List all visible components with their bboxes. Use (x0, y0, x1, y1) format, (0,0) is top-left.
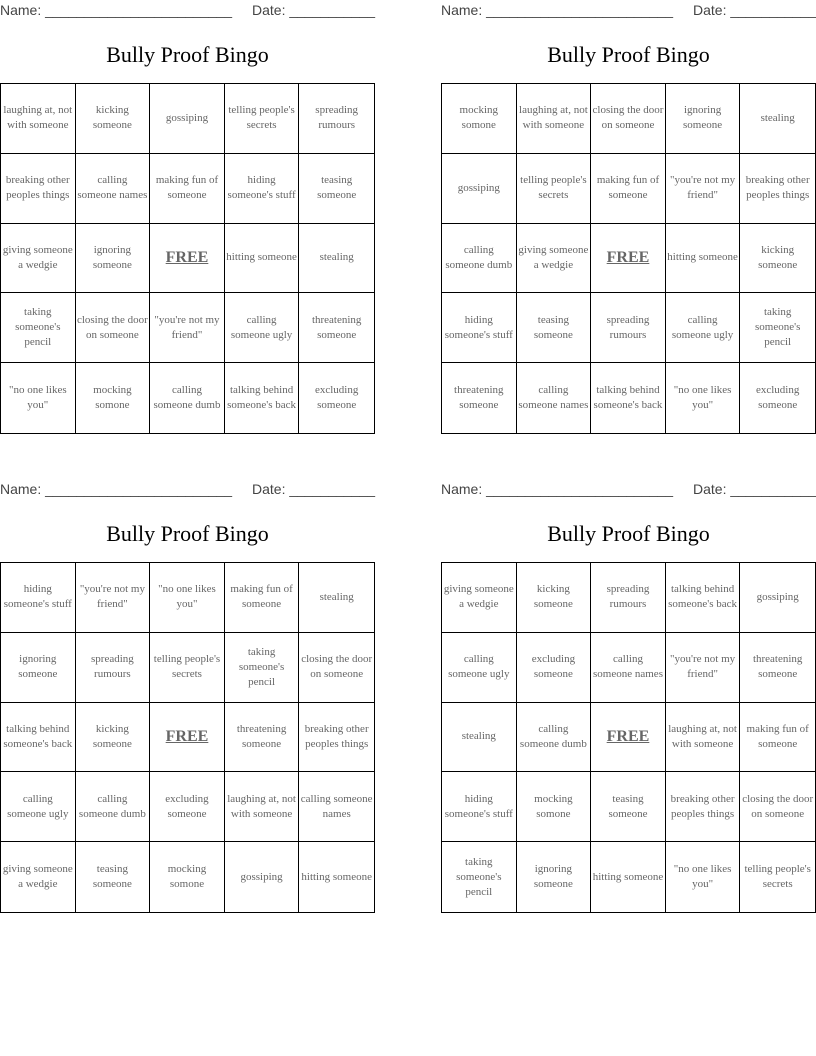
bingo-cell: hitting someone (301, 870, 372, 883)
bingo-cell: stealing (299, 224, 374, 294)
bingo-cell: mocking somone (517, 772, 592, 842)
bingo-cell: kicking someone (740, 224, 815, 294)
bingo-cell: giving someone a wedgie (442, 563, 517, 633)
date-field-label: Date: ___________ (252, 2, 375, 18)
bingo-card-2 (441, 0, 816, 440)
bingo-cell: making fun of someone (150, 154, 225, 224)
bingo-cell: ignoring someone (517, 842, 592, 912)
bingo-cell: teasing someone (591, 772, 666, 842)
bingo-cell: excluding someone (755, 384, 800, 412)
bingo-cell: excluding someone (150, 772, 225, 842)
bingo-cell: giving someone a wedgie (1, 842, 76, 912)
bingo-cell: teasing someone (517, 293, 592, 363)
bingo-cell: mocking somone (150, 842, 225, 912)
bingo-cell: threatening someone (740, 633, 815, 703)
bingo-cell: excluding someone (517, 633, 592, 703)
card-title: Bully Proof Bingo (106, 42, 269, 67)
bingo-cell: breaking other peoples things (1, 154, 76, 224)
bingo-cell: stealing (740, 84, 815, 154)
bingo-cell: taking someone's pencil (1, 293, 76, 363)
bingo-cell: talking behind someone's back (1, 703, 76, 773)
bingo-cell: stealing (442, 703, 517, 773)
card-header (0, 2, 375, 20)
name-field-label: Name: ________________________ (0, 2, 232, 18)
bingo-cell: breaking other peoples things (299, 703, 374, 773)
bingo-cell: hiding someone's stuff (442, 772, 517, 842)
bingo-cell: "no one likes you" (666, 363, 741, 433)
bingo-cell: stealing (299, 563, 374, 633)
bingo-cell: laughing at, not with someone (517, 84, 592, 154)
bingo-cell: telling people's secrets (517, 154, 592, 224)
card-title: Bully Proof Bingo (547, 521, 710, 546)
bingo-cell: spreading rumours (299, 84, 374, 154)
bingo-grid (441, 562, 816, 913)
card-header (441, 481, 816, 499)
bingo-cell: making fun of someone (225, 563, 300, 633)
date-field-label: Date: ___________ (252, 481, 375, 497)
card-header (0, 481, 375, 499)
bingo-cell: making fun of someone (591, 154, 666, 224)
bingo-cell: talking behind someone's back (666, 563, 741, 633)
bingo-cell: hitting someone (225, 224, 300, 294)
bingo-cell: giving someone a wedgie (1, 224, 76, 294)
bingo-cell: calling someone ugly (225, 293, 300, 363)
free-space: FREE (591, 224, 666, 294)
bingo-grid (441, 83, 816, 434)
bingo-cell: hitting someone (591, 842, 666, 912)
bingo-cell: calling someone names (517, 363, 592, 433)
bingo-cell: kicking someone (517, 563, 592, 633)
name-field-label: Name: ________________________ (441, 481, 673, 497)
free-space: FREE (591, 703, 666, 773)
bingo-cell: calling someone ugly (666, 293, 741, 363)
bingo-cell: calling someone dumb (76, 772, 151, 842)
bingo-cell: "you're not my friend" (666, 154, 741, 224)
bingo-cell: hiding someone's stuff (442, 293, 517, 363)
bingo-card-3 (0, 479, 375, 919)
bingo-cell: taking someone's pencil (225, 633, 300, 703)
bingo-cell: making fun of someone (740, 703, 815, 773)
bingo-cell: "you're not my friend" (76, 563, 151, 633)
bingo-cell: excluding someone (314, 384, 359, 412)
card-title: Bully Proof Bingo (106, 521, 269, 546)
bingo-cell: calling someone dumb (150, 363, 225, 433)
bingo-cell: talking behind someone's back (591, 363, 666, 433)
card-title: Bully Proof Bingo (547, 42, 710, 67)
bingo-cell: calling someone names (591, 633, 666, 703)
bingo-cell: threatening someone (299, 293, 374, 363)
bingo-cell: calling someone dumb (442, 224, 517, 294)
bingo-cell: calling someone ugly (1, 772, 76, 842)
bingo-cell: giving someone a wedgie (517, 224, 592, 294)
bingo-cell: calling someone dumb (517, 703, 592, 773)
bingo-cell: telling people's secrets (150, 633, 225, 703)
bingo-cell: mocking somone (442, 84, 517, 154)
bingo-cell: laughing at, not with someone (1, 84, 76, 154)
bingo-cell: breaking other peoples things (740, 154, 815, 224)
bingo-cell: "no one likes you" (1, 363, 76, 433)
bingo-cell: ignoring someone (1, 633, 76, 703)
bingo-cell: spreading rumours (591, 293, 666, 363)
bingo-cell: calling someone names (76, 154, 151, 224)
bingo-grid (0, 83, 375, 434)
bingo-cell: breaking other peoples things (666, 772, 741, 842)
bingo-cell: taking someone's pencil (442, 842, 517, 912)
bingo-cell: "no one likes you" (150, 563, 225, 633)
bingo-cell: spreading rumours (76, 633, 151, 703)
bingo-cell: mocking somone (76, 363, 151, 433)
bingo-cell: spreading rumours (591, 563, 666, 633)
bingo-cell: hiding someone's stuff (1, 563, 76, 633)
free-space: FREE (150, 703, 225, 773)
bingo-cell: gossiping (740, 563, 815, 633)
bingo-cell: teasing someone (76, 842, 151, 912)
bingo-card-1 (0, 0, 375, 440)
bingo-cell: hiding someone's stuff (225, 154, 300, 224)
bingo-cell: closing the door on someone (740, 772, 815, 842)
bingo-cell: telling people's secrets (225, 84, 300, 154)
bingo-cell: kicking someone (76, 703, 151, 773)
bingo-cell: ignoring someone (76, 224, 151, 294)
bingo-cell: teasing someone (299, 154, 374, 224)
bingo-cell: "you're not my friend" (666, 633, 741, 703)
bingo-cell: threatening someone (442, 363, 517, 433)
bingo-cell: closing the door on someone (76, 293, 151, 363)
bingo-cell: calling someone ugly (442, 633, 517, 703)
bingo-cell: telling people's secrets (744, 863, 811, 891)
bingo-cell: closing the door on someone (299, 633, 374, 703)
bingo-cell: laughing at, not with someone (666, 703, 741, 773)
bingo-cell: talking behind someone's back (225, 363, 300, 433)
bingo-grid (0, 562, 375, 913)
bingo-cell: "no one likes you" (666, 842, 741, 912)
bingo-cell: "you're not my friend" (150, 293, 225, 363)
free-space: FREE (150, 224, 225, 294)
bingo-cell: kicking someone (76, 84, 151, 154)
bingo-cell: calling someone names (299, 772, 374, 842)
card-header (441, 2, 816, 20)
bingo-cell: closing the door on someone (591, 84, 666, 154)
bingo-cell: gossiping (442, 154, 517, 224)
date-field-label: Date: ___________ (693, 481, 816, 497)
bingo-cell: threatening someone (225, 703, 300, 773)
bingo-cell: gossiping (150, 84, 225, 154)
name-field-label: Name: ________________________ (0, 481, 232, 497)
bingo-cell: gossiping (225, 842, 300, 912)
bingo-cell: ignoring someone (666, 84, 741, 154)
bingo-card-4 (441, 479, 816, 919)
bingo-cell: hitting someone (666, 224, 741, 294)
bingo-cell: taking someone's pencil (740, 293, 815, 363)
bingo-cell: laughing at, not with someone (225, 772, 300, 842)
name-field-label: Name: ________________________ (441, 2, 673, 18)
date-field-label: Date: ___________ (693, 2, 816, 18)
